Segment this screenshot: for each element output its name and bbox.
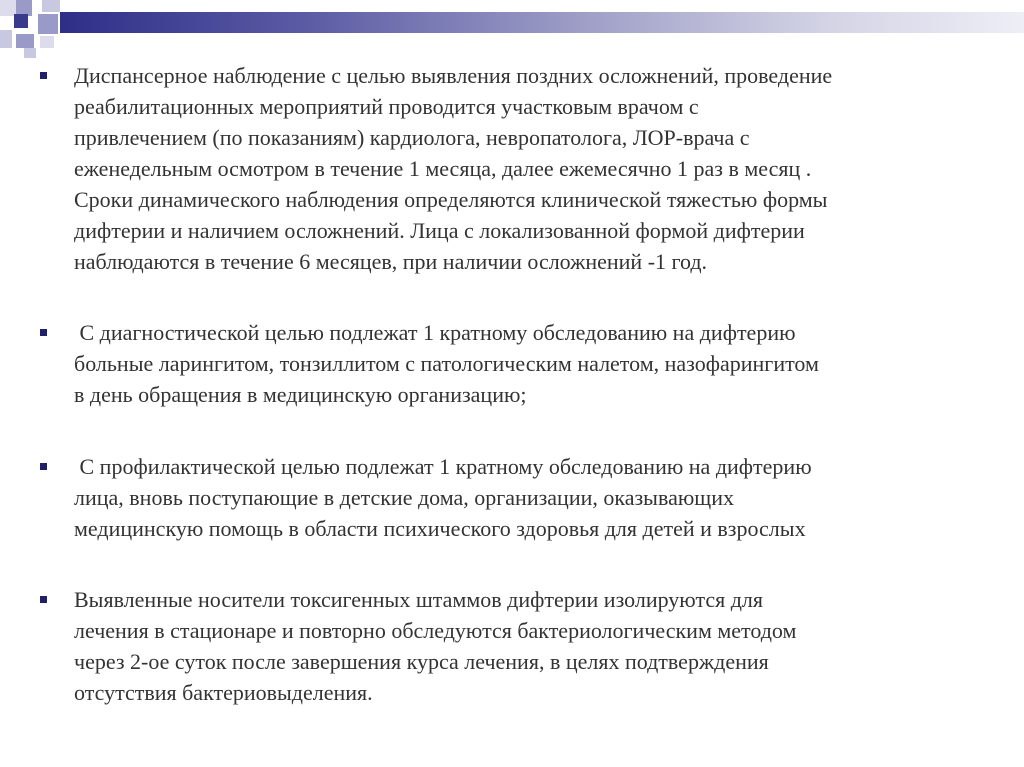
bullet-item	[36, 317, 976, 410]
bullet-line: дифтерии и наличием осложнений. Лица с локализованной формой дифтерии	[74, 218, 805, 243]
bullet-line: привлечением (по показаниям) кардиолога, невропатолога, ЛОР-врача с	[74, 125, 750, 150]
bullet-line: медицинскую помощь в области психического здоровья для детей и взрослых	[74, 516, 806, 541]
header-gradient-bar	[60, 12, 1024, 33]
square-bullet-icon	[40, 72, 47, 79]
deco-square	[42, 0, 60, 12]
bullet-line: еженедельным осмотром в течение 1 месяца, далее ежемесячно 1 раз в месяц .	[74, 156, 812, 181]
bullet-line: отсутствия бактериовыделения.	[74, 680, 373, 705]
bullet-line: наблюдаются в течение 6 месяцев, при наличии осложнений -1 год.	[74, 249, 708, 274]
bullet-line: больные ларингитом, тонзиллитом с патологическим налетом, назофарингитом	[74, 351, 819, 376]
bullet-line: Диспансерное наблюдение с целью выявления поздних осложнений, проведение	[74, 63, 833, 88]
deco-square	[24, 48, 36, 58]
deco-square	[40, 36, 54, 48]
bullet-list	[36, 60, 976, 708]
deco-square	[14, 14, 28, 28]
deco-square	[16, 34, 34, 48]
deco-square	[38, 14, 58, 34]
deco-square	[0, 30, 12, 48]
bullet-line: в день обращения в медицинскую организацию;	[74, 382, 527, 407]
bullet-line: через 2-ое суток после завершения курса лечения, в целях подтверждения	[74, 649, 769, 674]
bullet-item	[36, 60, 976, 277]
bullet-line: реабилитационных мероприятий проводится участковым врачом с	[74, 94, 699, 119]
bullet-line: лица, вновь поступающие в детские дома, организации, оказывающих	[74, 485, 734, 510]
bullet-line: С диагностической целью подлежат 1 кратному обследованию на дифтерию	[74, 320, 796, 345]
square-bullet-icon	[40, 329, 47, 336]
bullet-item	[36, 584, 976, 708]
bullet-line: Сроки динамического наблюдения определяются клинической тяжестью формы	[74, 187, 828, 212]
bullet-line: С профилактической целью подлежат 1 кратному обследованию на дифтерию	[74, 454, 812, 479]
square-bullet-icon	[40, 463, 47, 470]
square-bullet-icon	[40, 596, 47, 603]
bullet-item	[36, 451, 976, 544]
bullet-line: Выявленные носители токсигенных штаммов дифтерии изолируются для	[74, 587, 764, 612]
bullet-line: лечения в стационаре и повторно обследуются бактериологическим методом	[74, 618, 797, 643]
